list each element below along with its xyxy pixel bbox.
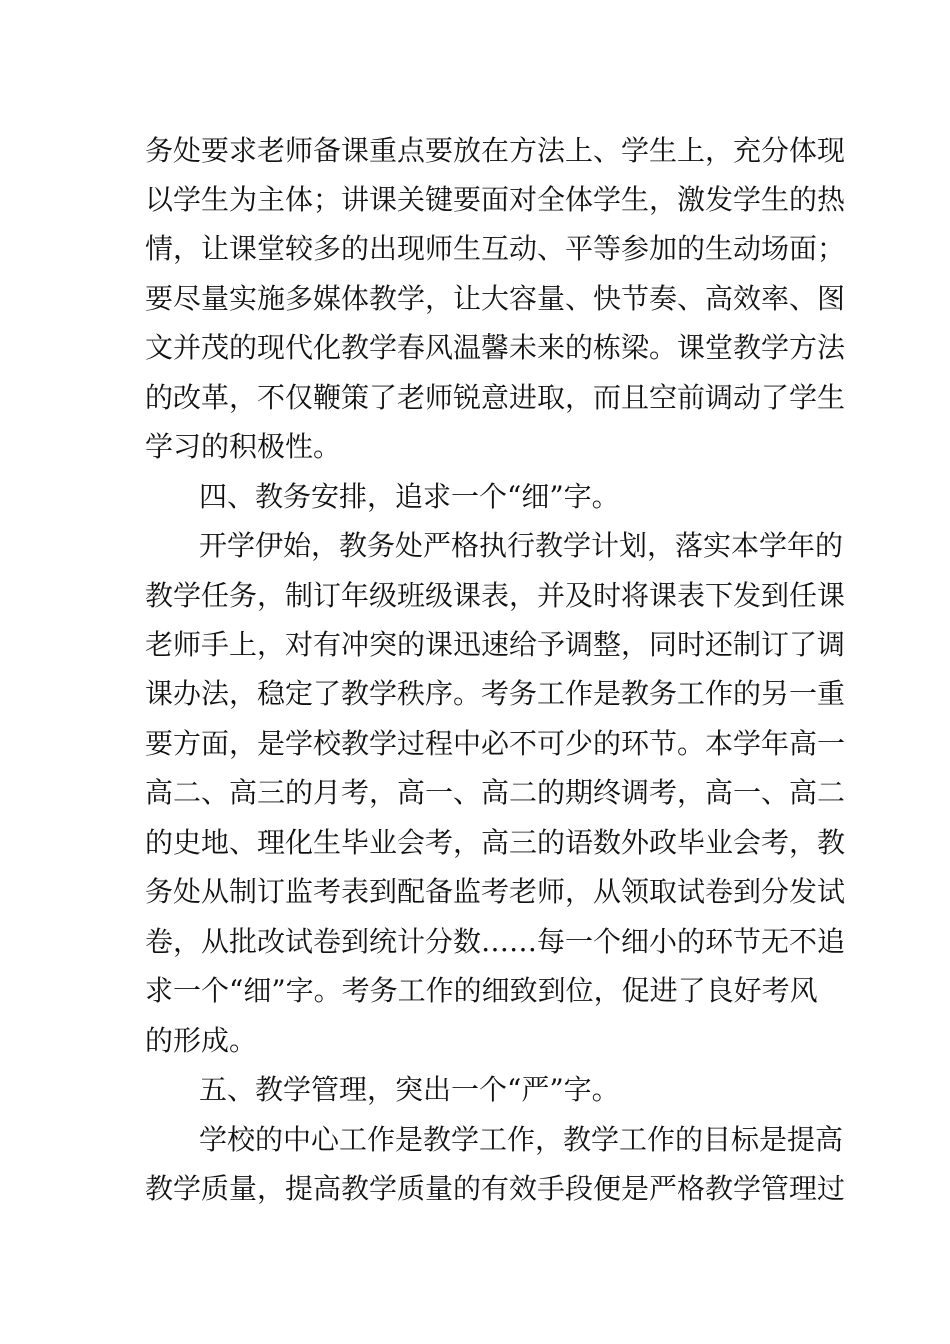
text-line: 求一个“细”字。考务工作的细致到位，促进了良好考风 <box>145 974 818 1007</box>
section-heading: 五、教学管理，突出一个“严”字。 <box>199 1073 620 1106</box>
text-line: 卷，从批改试卷到统计分数……每一个细小的环节无不追 <box>145 925 846 958</box>
text-line: 学习的积极性。 <box>145 430 342 463</box>
text-line: 情，让课堂较多的出现师生互动、平等参加的生动场面； <box>145 232 846 265</box>
text-line: 务处要求老师备课重点要放在方法上、学生上，充分体现 <box>145 134 846 167</box>
text-line: 开学伊始，教务处严格执行教学计划，落实本学年的 <box>199 529 844 562</box>
text-line: 高二、高三的月考，高一、高二的期终调考，高一、高二 <box>145 776 846 809</box>
text-line: 老师手上，对有冲突的课迅速给予调整，同时还制订了调 <box>145 628 846 661</box>
text-line: 要尽量实施多媒体教学，让大容量、快节奏、高效率、图 <box>145 282 846 315</box>
text-line: 的形成。 <box>145 1024 258 1057</box>
text-line: 的史地、理化生毕业会考，高三的语数外政毕业会考，教 <box>145 826 846 859</box>
text-line: 教学任务，制订年级班级课表，并及时将课表下发到任课 <box>145 579 846 612</box>
text-line: 的改革，不仅鞭策了老师锐意进取，而且空前调动了学生 <box>145 381 846 414</box>
text-line: 要方面，是学校教学过程中必不可少的环节。本学年高一 <box>145 727 846 760</box>
text-line: 学校的中心工作是教学工作，教学工作的目标是提高 <box>199 1123 844 1156</box>
section-heading: 四、教务安排，追求一个“细”字。 <box>199 480 620 513</box>
text-line: 以学生为主体；讲课关键要面对全体学生，激发学生的热 <box>145 183 846 216</box>
text-line: 文并茂的现代化教学春风温馨未来的栋梁。课堂教学方法 <box>145 331 846 364</box>
text-line: 教学质量，提高教学质量的有效手段便是严格教学管理过 <box>145 1172 846 1205</box>
text-line: 务处从制订监考表到配备监考老师，从领取试卷到分发试 <box>145 875 846 908</box>
text-line: 课办法，稳定了教学秩序。考务工作是教务工作的另一重 <box>145 677 846 710</box>
